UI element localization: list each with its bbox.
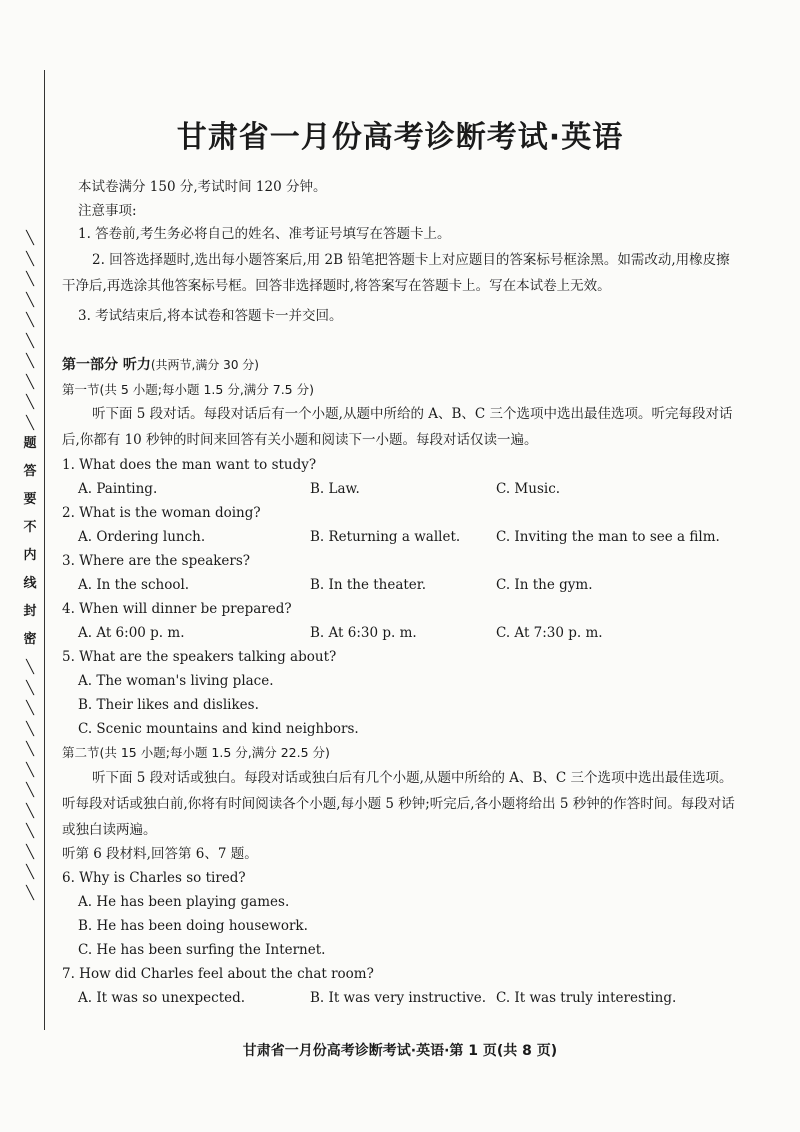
binding-char: 答 bbox=[23, 464, 37, 479]
option-b: B. Returning a wallet. bbox=[310, 529, 461, 545]
material-note: 听第 6 段材料,回答第 6、7 题。 bbox=[62, 845, 258, 862]
binding-margin-text bbox=[16, 232, 44, 907]
score-time-note: 本试卷满分 150 分,考试时间 120 分钟。 bbox=[78, 179, 327, 195]
question-stem: 6. Why is Charles so tired? bbox=[62, 870, 246, 886]
binding-slash: ╲ bbox=[26, 333, 34, 349]
part1-heading bbox=[62, 354, 742, 378]
option-b: B. Their likes and dislikes. bbox=[78, 697, 259, 713]
option-a: A. At 6:00 p. m. bbox=[78, 625, 185, 641]
binding-slash: ╲ bbox=[26, 885, 34, 901]
notice-heading: 注意事项: bbox=[78, 202, 137, 219]
question-options bbox=[62, 986, 742, 1010]
binding-slash: ╲ bbox=[26, 721, 34, 737]
binding-slash: ╲ bbox=[26, 803, 34, 819]
question-stem: 5. What are the speakers talking about? bbox=[62, 649, 337, 665]
question-stem: 3. Where are the speakers? bbox=[62, 553, 251, 569]
question-options bbox=[62, 621, 742, 645]
option-c: C. It was truly interesting. bbox=[496, 990, 677, 1006]
binding-slash: ╲ bbox=[26, 844, 34, 860]
binding-slash: ╲ bbox=[26, 395, 34, 410]
binding-slash: ╲ bbox=[26, 680, 34, 696]
option-a: A. Ordering lunch. bbox=[78, 529, 206, 545]
question-stem: 7. How did Charles feel about the chat room? bbox=[62, 966, 374, 982]
option-b: B. At 6:30 p. m. bbox=[310, 625, 417, 641]
option-c: C. Music. bbox=[496, 481, 561, 497]
part1-title: 第一部分 听力 bbox=[62, 357, 151, 373]
option-b: B. In the theater. bbox=[310, 577, 427, 593]
option-b: B. Law. bbox=[310, 481, 360, 497]
option-a: A. It was so unexpected. bbox=[78, 990, 246, 1006]
section2-heading: 第二节(共 15 小题;每小题 1.5 分,满分 22.5 分) bbox=[62, 745, 330, 760]
page-title: 甘肃省一月份高考诊断考试·英语 bbox=[176, 120, 624, 155]
section1-instruction: 听下面 5 段对话。每段对话后有一个小题,从题中所给的 A、B、C 三个选项中选出最佳选项。听完每段对话后,你都有 10 秒钟的时间来回答有关小题和阅读下一小题。每段对话仅读一遍。 bbox=[62, 406, 733, 448]
binding-char: 不 bbox=[23, 520, 37, 535]
binding-char: 内 bbox=[23, 548, 37, 563]
option-b: B. He has been doing housework. bbox=[78, 918, 308, 934]
option-b: B. It was very instructive. bbox=[310, 990, 487, 1006]
binding-char: 线 bbox=[23, 576, 37, 591]
option-c: C. He has been surfing the Internet. bbox=[78, 942, 326, 958]
option-a: A. He has been playing games. bbox=[78, 894, 290, 910]
option-c: C. Scenic mountains and kind neighbors. bbox=[78, 721, 359, 737]
option-c: C. At 7:30 p. m. bbox=[496, 625, 603, 641]
binding-slash: ╲ bbox=[26, 374, 34, 390]
option-c: C. Inviting the man to see a film. bbox=[496, 529, 720, 545]
binding-slash: ╲ bbox=[26, 251, 34, 267]
binding-slash: ╲ bbox=[26, 272, 34, 287]
question-options bbox=[62, 573, 742, 597]
binding-slash: ╲ bbox=[26, 660, 34, 675]
binding-slash: ╲ bbox=[26, 701, 34, 716]
notice-item: 1. 答卷前,考生务必将自己的姓名、准考证号填写在答题卡上。 bbox=[78, 226, 451, 242]
section2-instruction: 听下面 5 段对话或独白。每段对话或独白后有几个小题,从题中所给的 A、B、C 三个选项中选出最佳选项。听每段对话或独白前,你将有时间阅读各个小题,每小题 5 秒钟;听完后,各小题将给出 5 秒钟的作答时间。每段对话或独白读两遍。 bbox=[62, 769, 735, 838]
section1-heading: 第一节(共 5 小题;每小题 1.5 分,满分 7.5 分) bbox=[62, 381, 314, 397]
option-a: A. Painting. bbox=[78, 481, 158, 497]
binding-char: 密 bbox=[23, 632, 37, 647]
question-stem: 1. What does the man want to study? bbox=[62, 457, 317, 473]
option-a: A. The woman's living place. bbox=[78, 673, 274, 689]
binding-char: 要 bbox=[23, 492, 37, 507]
question-stem: 4. When will dinner be prepared? bbox=[62, 601, 292, 617]
binding-char: 封 bbox=[23, 604, 37, 619]
binding-slash: ╲ bbox=[26, 313, 34, 328]
binding-slash: ╲ bbox=[26, 783, 34, 798]
binding-slash: ╲ bbox=[26, 292, 34, 308]
binding-slash: ╲ bbox=[26, 824, 34, 839]
binding-slash: ╲ bbox=[26, 231, 34, 246]
notice-item: 3. 考试结束后,将本试卷和答题卡一并交回。 bbox=[78, 307, 343, 324]
part1-score-note: (共两节,满分 30 分) bbox=[150, 358, 259, 372]
binding-slash: ╲ bbox=[26, 762, 34, 778]
binding-slash: ╲ bbox=[26, 742, 34, 757]
exam-content bbox=[62, 176, 742, 1010]
question-options bbox=[62, 477, 742, 501]
option-a: A. In the school. bbox=[78, 577, 190, 593]
page-footer: 甘肃省一月份高考诊断考试·英语·第 1 页(共 8 页) bbox=[242, 1043, 558, 1059]
question-stem: 2. What is the woman doing? bbox=[62, 505, 261, 521]
binding-char: 题 bbox=[23, 436, 37, 451]
option-c: C. In the gym. bbox=[496, 577, 593, 593]
notice-item: 2. 回答选择题时,选出每小题答案后,用 2B 铅笔把答题卡上对应题目的答案标号框涂黑。如需改动,用橡皮擦干净后,再选涂其他答案标号框。回答非选择题时,将答案写在答题卡上。写在本试卷上无效。 bbox=[62, 251, 730, 294]
binding-slash: ╲ bbox=[26, 865, 34, 880]
binding-line bbox=[44, 70, 45, 1030]
binding-slash: ╲ bbox=[26, 354, 34, 369]
binding-slash: ╲ bbox=[26, 415, 34, 431]
question-options bbox=[62, 525, 742, 549]
